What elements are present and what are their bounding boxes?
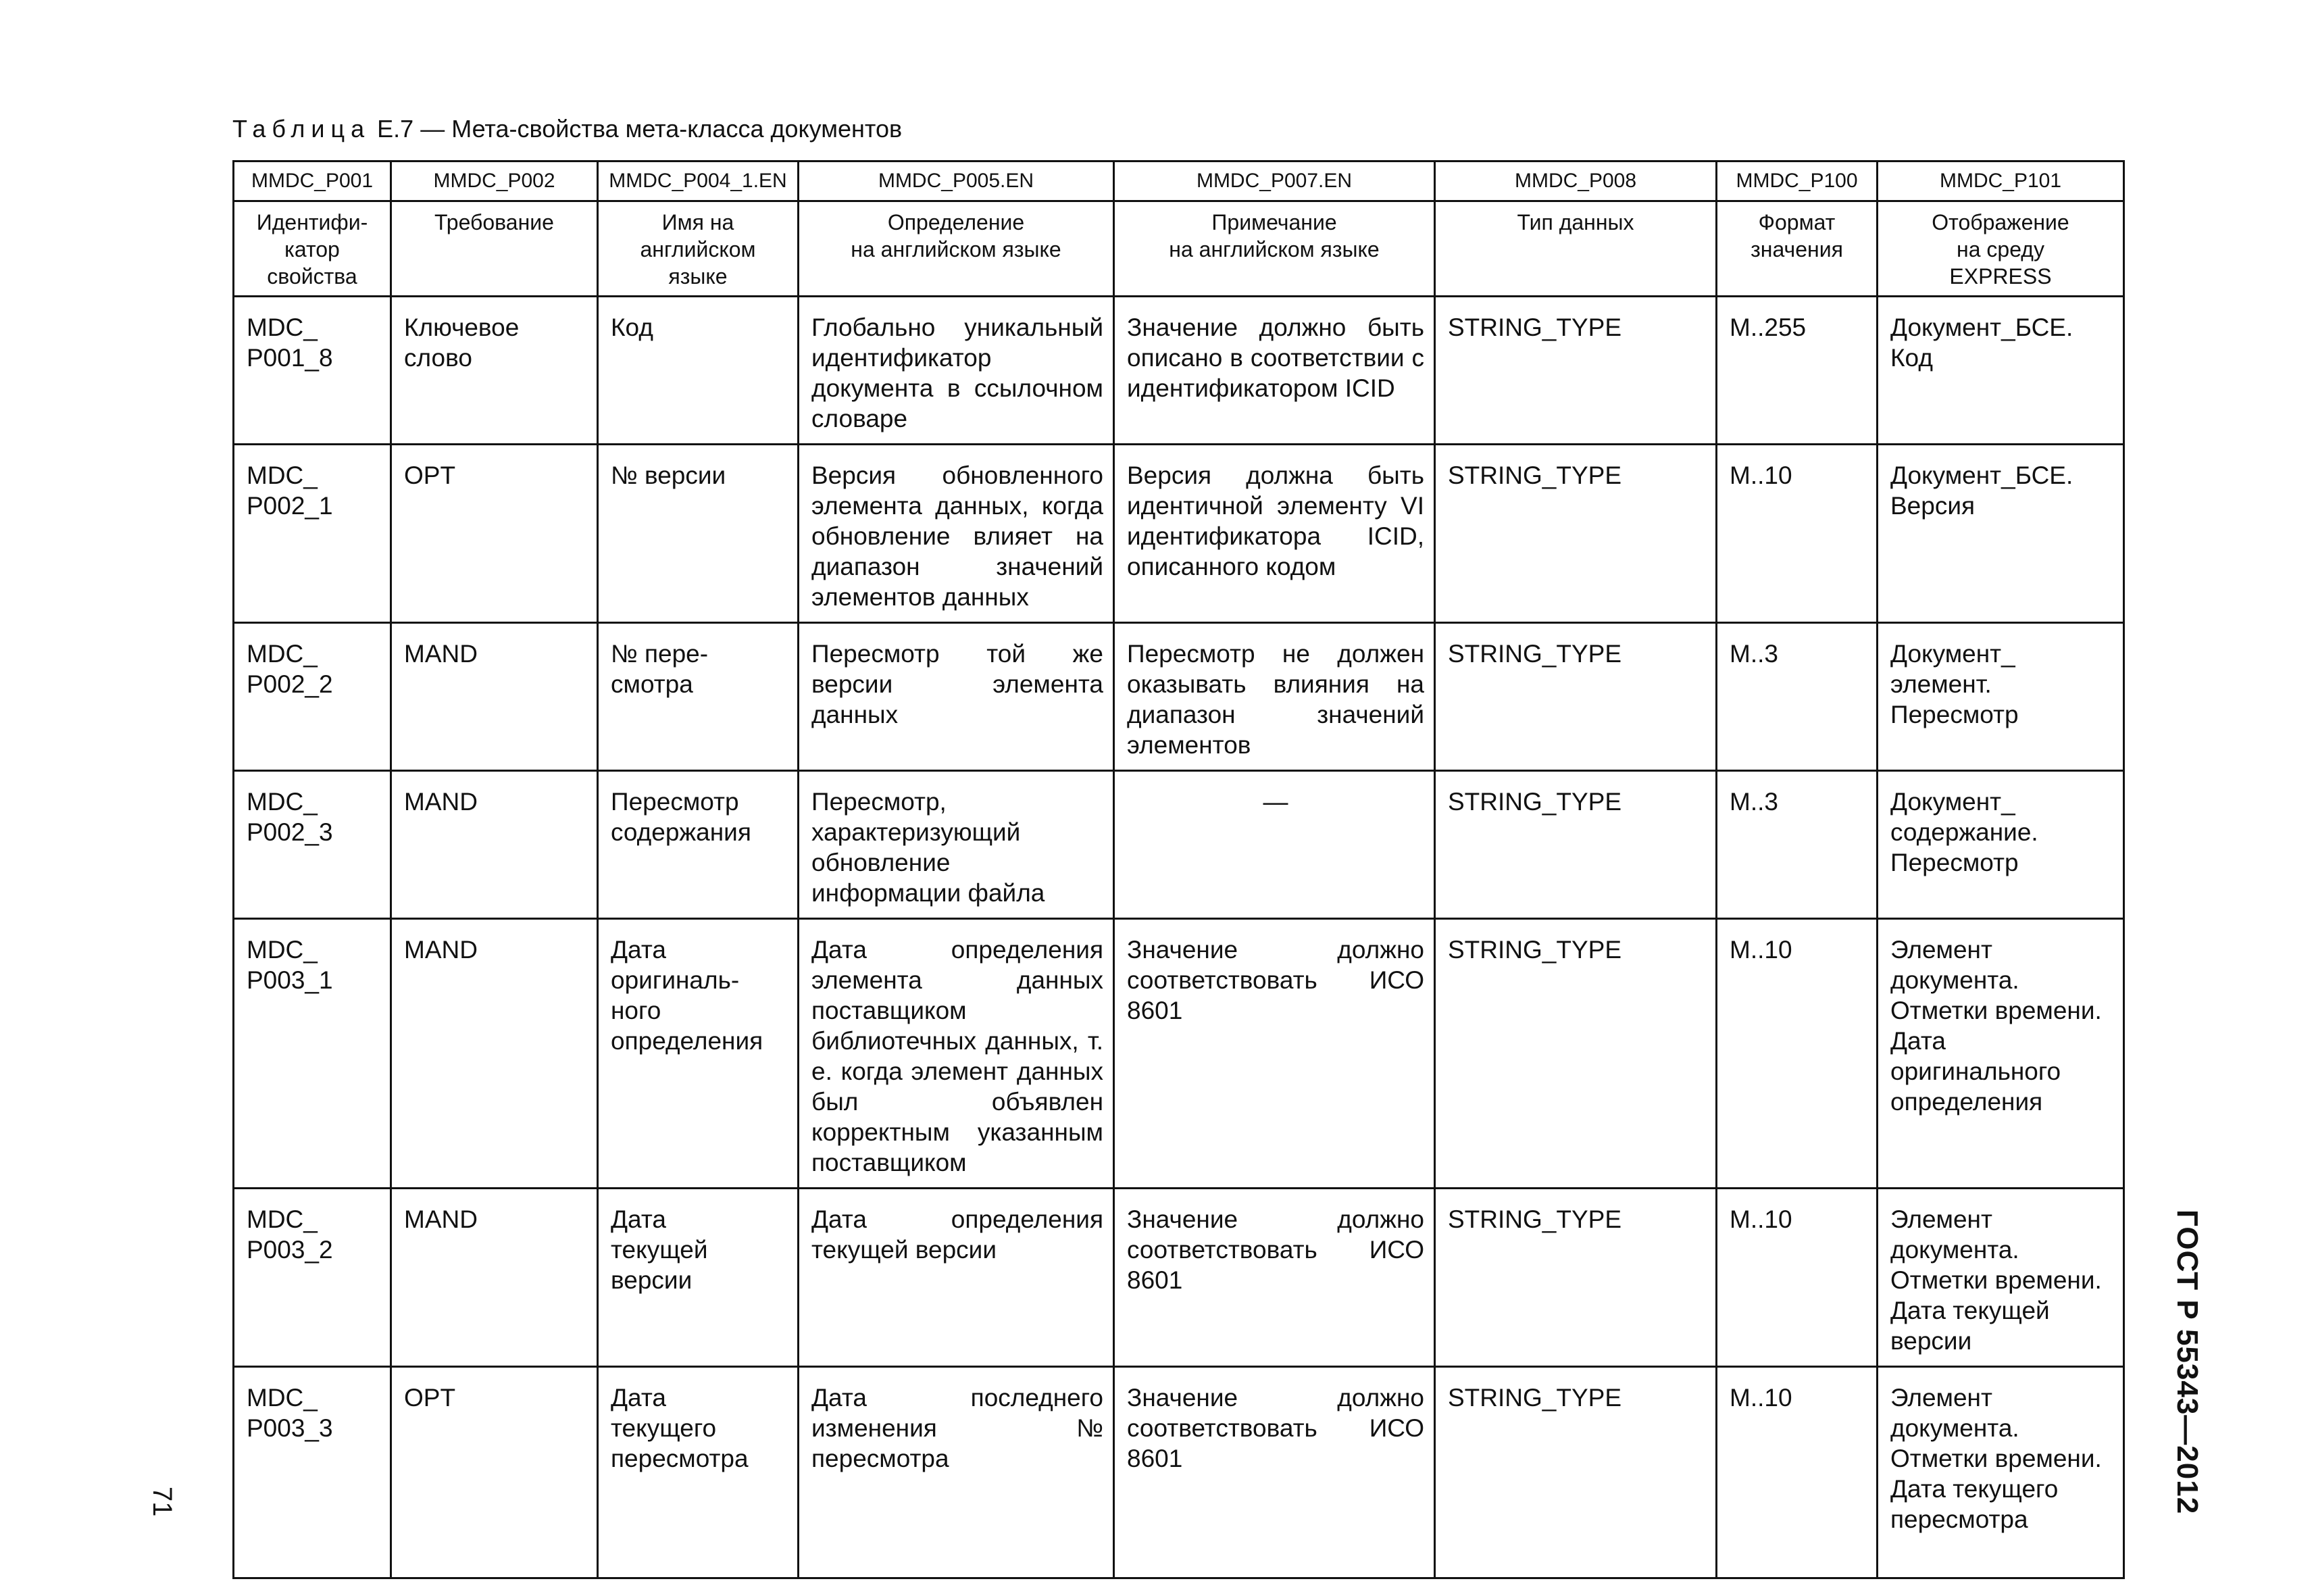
table-row bbox=[234, 297, 2124, 445]
code-header-row bbox=[234, 161, 2124, 201]
cell-note: Значение должно соответствовать ИСО 8601 bbox=[1114, 1189, 1435, 1367]
cell-id: MDC_ P002_2 bbox=[234, 623, 391, 771]
table-row bbox=[234, 771, 2124, 919]
header-separator bbox=[234, 290, 2124, 297]
cell-requirement: OPT bbox=[391, 445, 598, 623]
cell-format: M..255 bbox=[1717, 297, 1878, 445]
cell-format: M..10 bbox=[1717, 1189, 1878, 1367]
column-name: Тип данных bbox=[1435, 201, 1717, 291]
cell-express: Документ_ элемент. Пересмотр bbox=[1878, 623, 2124, 771]
cell-format: M..10 bbox=[1717, 1367, 1878, 1578]
cell-definition: Пересмотр, характеризующий обновление информации файла bbox=[799, 771, 1114, 919]
column-code: MMDC_P008 bbox=[1435, 161, 1717, 201]
cell-name-en: Дата оригиналь- ного определения bbox=[598, 919, 799, 1189]
cell-requirement: MAND bbox=[391, 1189, 598, 1367]
cell-data-type: STRING_TYPE bbox=[1435, 445, 1717, 623]
cell-definition: Версия обновленного элемента данных, когда обновление влияет на диапазон значений элементов данных bbox=[799, 445, 1114, 623]
name-header-row bbox=[234, 201, 2124, 291]
cell-name-en: Дата текущего пересмотра bbox=[598, 1367, 799, 1578]
table-row bbox=[234, 1367, 2124, 1578]
cell-data-type: STRING_TYPE bbox=[1435, 1189, 1717, 1367]
cell-id: MDC_ P002_3 bbox=[234, 771, 391, 919]
column-code: MMDC_P005.EN bbox=[799, 161, 1114, 201]
cell-requirement: MAND bbox=[391, 771, 598, 919]
column-code: MMDC_P004_1.EN bbox=[598, 161, 799, 201]
cell-definition: Дата определения элемента данных поставщиком библиотечных данных, т. е. когда элемент данных был объявлен корректным указанным поставщиком bbox=[799, 919, 1114, 1189]
cell-requirement: Ключевое слово bbox=[391, 297, 598, 445]
cell-requirement: OPT bbox=[391, 1367, 598, 1578]
column-name: Примечание на английском языке bbox=[1114, 201, 1435, 291]
table-caption-label: Таблица bbox=[232, 115, 371, 143]
cell-id: MDC_ P002_1 bbox=[234, 445, 391, 623]
cell-id: MDC_ P003_3 bbox=[234, 1367, 391, 1578]
column-name: Идентифи- катор свойства bbox=[234, 201, 391, 291]
column-name: Определение на английском языке bbox=[799, 201, 1114, 291]
column-code: MMDC_P002 bbox=[391, 161, 598, 201]
cell-requirement: MAND bbox=[391, 623, 598, 771]
column-name: Требование bbox=[391, 201, 598, 291]
cell-data-type: STRING_TYPE bbox=[1435, 919, 1717, 1189]
standard-designation bbox=[2169, 1210, 2209, 1515]
cell-definition: Глобально уникальный идентификатор документа в ссылочном словаре bbox=[799, 297, 1114, 445]
cell-note: Значение должно соответствовать ИСО 8601 bbox=[1114, 919, 1435, 1189]
cell-name-en: Пересмотр содержания bbox=[598, 771, 799, 919]
cell-id: MDC_ P001_8 bbox=[234, 297, 391, 445]
cell-format: M..10 bbox=[1717, 445, 1878, 623]
column-code: MMDC_P100 bbox=[1717, 161, 1878, 201]
cell-express: Элемент документа. Отметки времени. Дата текущего пересмотра bbox=[1878, 1367, 2124, 1578]
table-caption-text: Е.7 — Мета-свойства мета-класса документов bbox=[370, 115, 903, 143]
column-name: Имя на английском языке bbox=[598, 201, 799, 291]
meta-properties-table bbox=[232, 160, 2125, 1579]
cell-data-type: STRING_TYPE bbox=[1435, 1367, 1717, 1578]
column-code: MMDC_P001 bbox=[234, 161, 391, 201]
cell-note: Значение должно соответствовать ИСО 8601 bbox=[1114, 1367, 1435, 1578]
cell-name-en: Дата текущей версии bbox=[598, 1189, 799, 1367]
cell-express: Документ_БСЕ. Версия bbox=[1878, 445, 2124, 623]
cell-data-type: STRING_TYPE bbox=[1435, 623, 1717, 771]
table-row bbox=[234, 919, 2124, 1189]
table-caption bbox=[232, 115, 902, 143]
column-name: Формат значения bbox=[1717, 201, 1878, 291]
cell-definition: Дата последнего изменения № пересмотра bbox=[799, 1367, 1114, 1578]
column-code: MMDC_P101 bbox=[1878, 161, 2124, 201]
cell-name-en: № версии bbox=[598, 445, 799, 623]
cell-id: MDC_ P003_2 bbox=[234, 1189, 391, 1367]
column-name: Отображение на среду EXPRESS bbox=[1878, 201, 2124, 291]
cell-express: Документ_ содержание. Пересмотр bbox=[1878, 771, 2124, 919]
cell-format: M..3 bbox=[1717, 771, 1878, 919]
table-row bbox=[234, 1189, 2124, 1367]
column-code: MMDC_P007.EN bbox=[1114, 161, 1435, 201]
cell-format: M..3 bbox=[1717, 623, 1878, 771]
cell-express: Элемент документа. Отметки времени. Дата оригинального определения bbox=[1878, 919, 2124, 1189]
cell-express: Элемент документа. Отметки времени. Дата текущей версии bbox=[1878, 1189, 2124, 1367]
cell-data-type: STRING_TYPE bbox=[1435, 771, 1717, 919]
cell-data-type: STRING_TYPE bbox=[1435, 297, 1717, 445]
cell-definition: Дата определения текущей версии bbox=[799, 1189, 1114, 1367]
page-number bbox=[147, 1453, 211, 1517]
cell-note: Версия должна быть идентичной элементу VI идентификатора ICID, описанного кодом bbox=[1114, 445, 1435, 623]
cell-note: — bbox=[1114, 771, 1435, 919]
cell-format: M..10 bbox=[1717, 919, 1878, 1189]
standard-designation-text: ГОСТ Р 55343—2012 bbox=[2171, 1210, 2204, 1515]
cell-name-en: № пере- смотра bbox=[598, 623, 799, 771]
cell-note: Значение должно быть описано в соответствии с идентификатором ICID bbox=[1114, 297, 1435, 445]
cell-requirement: MAND bbox=[391, 919, 598, 1189]
cell-note: Пересмотр не должен оказывать влияния на диапазон значений элементов bbox=[1114, 623, 1435, 771]
cell-definition: Пересмотр той же версии элемента данных bbox=[799, 623, 1114, 771]
cell-express: Документ_БСЕ. Код bbox=[1878, 297, 2124, 445]
table-row bbox=[234, 623, 2124, 771]
table-row bbox=[234, 445, 2124, 623]
cell-name-en: Код bbox=[598, 297, 799, 445]
page-number-text: 71 bbox=[147, 1487, 177, 1517]
cell-id: MDC_ P003_1 bbox=[234, 919, 391, 1189]
